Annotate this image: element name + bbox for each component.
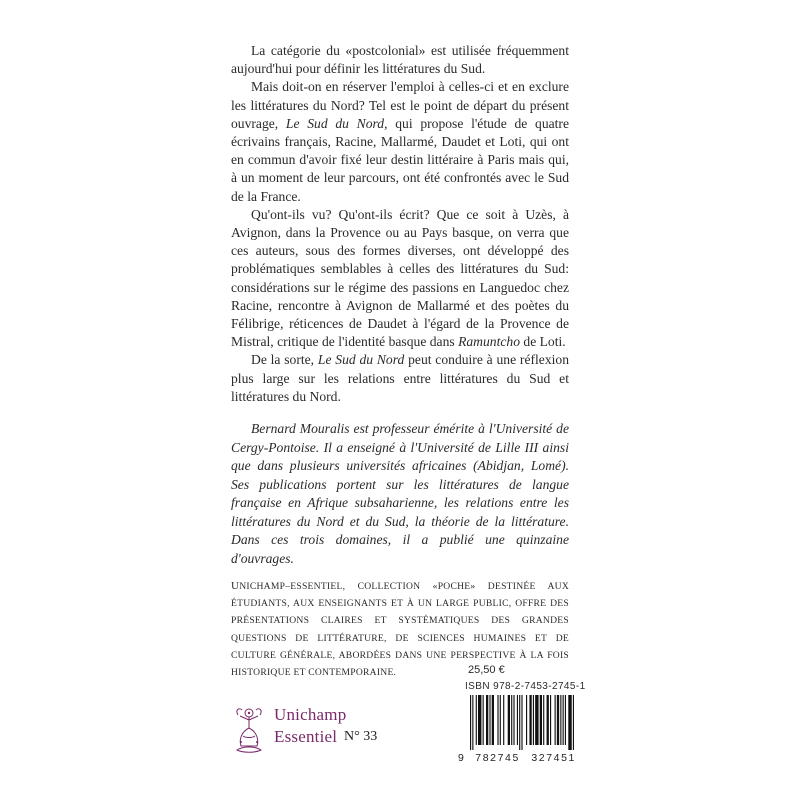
barcode-digits-right: 327451: [531, 752, 576, 764]
book-title: Le Sud du Nord: [317, 352, 405, 368]
barcode-bar: [500, 695, 501, 745]
barcode-bar: [513, 695, 514, 745]
series-number: N° 33: [344, 729, 378, 744]
barcode-bar: [486, 695, 488, 745]
barcode-bar: [557, 695, 559, 745]
barcode-bar: [526, 695, 527, 745]
barcode-bar: [489, 695, 490, 745]
barcode-bar: [470, 695, 471, 750]
barcode-bar: [535, 695, 538, 745]
barcode-bar: [573, 695, 574, 750]
barcode-bar: [517, 695, 518, 745]
barcode-bar: [508, 695, 510, 745]
blurb-text: La catégorie du «postcolonial» est utilisée fréquemment aujourd'hui pour définir les littératures du Sud.: [231, 43, 569, 77]
blurb-text: peut conduire à une réflexion plus large sur les relations entre littératures du Sud et littératures du Nord.: [231, 352, 569, 404]
barcode-bar: [511, 695, 512, 745]
blurb-paragraph-1: [231, 42, 569, 78]
blurb-text: de Loti.: [520, 334, 566, 350]
blurb-paragraph-4: [231, 351, 569, 406]
barcode-digits: [458, 752, 576, 764]
barcode-bar: [476, 695, 477, 745]
barcode-bar: [533, 695, 534, 745]
blurb-paragraph-2: [231, 78, 569, 205]
blurb-paragraph-3: [231, 206, 569, 352]
barcode-bar: [529, 695, 531, 745]
brand-name-line-2: Essentiel: [274, 727, 338, 746]
barcode-bar: [497, 695, 498, 745]
collection-lead-letter: U: [231, 580, 240, 592]
barcode-bar: [565, 695, 566, 745]
collection-text: NICHAMP–ESSENTIEL, COLLECTION «POCHE» DESTINÉE AUX ÉTUDIANTS, AUX ENSEIGNANTS ET À UN LARGE PUBLIC, OFFRE DES PRÉSENTATIONS CLAIRES ET SYSTÉMATIQUES DES GRANDES QUESTIONS DE LITTÉRATURE, DE SCIENCES HUMAINES ET DE CULTURE GÉNÉRALE, ABORDÉES DANS UNE PERSPECTIVE À LA FOIS HISTORIQUE ET CONTEMPORAINE.: [231, 581, 569, 679]
barcode-bar: [478, 695, 481, 745]
book-title: Le Sud du Nord: [285, 115, 385, 131]
isbn: ISBN 978-2-7453-2745-1: [465, 681, 586, 692]
blurb-text: Qu'ont-ils vu? Qu'ont-ils écrit? Que ce soit à Uzès, à Avignon, dans la Provence ou au Pays basque, on verra que ces auteurs, sous des formes diverses, ont développé des problématiques semblables à celles des littératures du Sud: considérations sur le régime des passions en Languedoc chez Racine, rencontre à Avignon de Mallarmé et des poètes du Félibrige, réticences de Daudet à l'égard de la Provence de Mistral, critique de l'identité basque dans: [231, 206, 569, 350]
blurb: [231, 42, 569, 406]
blurb-text: Mais doit-on en réserver l'emploi à celles-ci et en exclure les littératures du Nord? Tel est le point de départ du présent ouvrage,: [231, 79, 569, 131]
brand-name-line-1: Unichamp: [274, 705, 347, 724]
blurb-text: , qui propose l'étude de quatre écrivains français, Racine, Mallarmé, Daudet et Loti, qui ont en commun d'avoir fixé leur destin littéraire à Paris mais qui, à un moment de leur parcours, ont été confrontés avec le Sud de la France.: [231, 115, 569, 204]
barcode-bar: [560, 695, 561, 745]
barcode-bar: [568, 695, 571, 750]
barcode-bar: [547, 695, 549, 745]
cited-title: Ramuntcho: [458, 334, 520, 350]
price: 25,50 €: [468, 664, 505, 676]
author-bio: Bernard Mouralis est professeur émérite à l'Université de Cergy-Pontoise. Il a enseigné à l'Université de Lille III ainsi que dans plusieurs universités africaines (Abidjan, Lomé). Ses publications portent sur les littératures de langue française en Afrique subsaharienne, les relations entre les littératures du Nord et du Sud, la théorie de la littérature. Dans ces trois domaines, il a publié une quinzaine d'ouvrages.: [231, 421, 569, 566]
barcode-bar: [483, 695, 484, 745]
barcode-bar: [540, 695, 542, 745]
barcode-bar: [563, 695, 564, 745]
barcode-digits-left: 782745: [475, 752, 520, 764]
barcode-bar: [472, 695, 473, 750]
blurb-text: De la sorte,: [251, 352, 318, 368]
barcode-bar: [543, 695, 544, 745]
barcode-bar: [492, 695, 494, 745]
barcode-bar: [521, 695, 522, 750]
barcode-bar: [503, 695, 504, 745]
publisher-logo-icon: [231, 704, 267, 754]
barcode-bar: [555, 695, 556, 745]
barcode-bar: [519, 695, 520, 750]
collection-description: [231, 578, 569, 681]
barcode-digit-lead: 9: [458, 752, 464, 764]
barcode-bar: [550, 695, 551, 745]
barcode: [470, 695, 574, 750]
